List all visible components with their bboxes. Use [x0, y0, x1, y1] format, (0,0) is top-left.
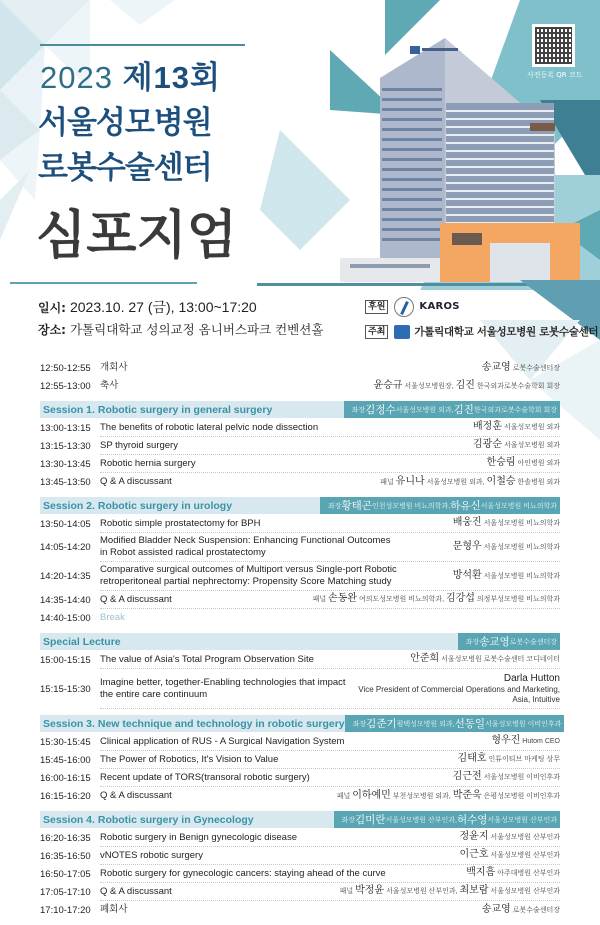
title-year: 2023 [40, 60, 113, 95]
speaker: 안준희 서울성모병원 로봇수술센터 코디네이터 [410, 653, 560, 664]
time-slot: 16:20-16:35 [40, 832, 91, 844]
place-value: 가톨릭대학교 성의교정 옴니버스파크 컨벤션홀 [69, 322, 324, 337]
topic: Q & A discussant [100, 885, 172, 897]
topic: 폐회사 [100, 904, 128, 915]
topic: Robotic surgery for gynecologic cancers: staying ahead of the curve [100, 867, 386, 879]
title-hospital: 서울성모병원 [38, 105, 212, 141]
program-row [40, 473, 560, 491]
program-row [40, 865, 560, 883]
session-title: Special Lecture [43, 635, 121, 648]
session-chairs: 좌장 송교영 로봇수술센터장 [458, 633, 560, 650]
karos-name: KAROS [419, 301, 460, 312]
program-row [40, 883, 560, 901]
speaker: 김근전 서울성모병원 이비인후과 [452, 771, 560, 782]
speaker: Darla Hutton Vice President of Commercial Operations and Marketing, Asia, Intuitive [358, 672, 560, 704]
place-label: 장소: [38, 322, 66, 337]
time-slot: 12:50-12:55 [40, 362, 91, 374]
program-row [40, 787, 560, 805]
time-slot: 15:30-15:45 [40, 736, 91, 748]
speaker: 백지흠 아주대병원 산부인과 [466, 867, 560, 878]
topic: Modified Bladder Neck Suspension: Enhancing Functional Outcomes in Robot assisted radical prostatectomy [100, 535, 391, 558]
event-date [38, 296, 323, 318]
time-slot: 13:50-14:05 [40, 518, 91, 530]
time-slot: 16:15-16:20 [40, 790, 91, 802]
topic: Robotic hernia surgery [100, 457, 196, 469]
time-slot: 13:30-13:45 [40, 458, 91, 470]
session-title: Session 1. Robotic surgery in general surgery [43, 403, 273, 416]
event-info [38, 296, 323, 340]
break-label: Break [100, 612, 125, 623]
program-row [40, 419, 560, 437]
topic: SP thyroid surgery [100, 439, 178, 451]
program-row [40, 533, 560, 562]
panel: 패널 유니나 서울성모병원 외과, 이철승 한솔병원 외과 [380, 475, 560, 487]
time-slot: 17:10-17:20 [40, 904, 91, 916]
program-row [40, 901, 560, 919]
program-row [40, 515, 560, 533]
program-row [40, 669, 560, 709]
host-tag: 주최 [365, 325, 388, 339]
program-table [40, 359, 560, 919]
time-slot: 14:05-14:20 [40, 542, 91, 553]
time-slot: 15:45-16:00 [40, 754, 91, 766]
registration-qr-code[interactable] [532, 24, 575, 67]
session-chairs: 좌장 김미란 서울성모병원 산부인과, 허수영 서울성모병원 산부인과 [334, 811, 561, 828]
qr-code-label: 사전등록 QR 코드 [527, 71, 583, 79]
program-row [40, 829, 560, 847]
session-header [40, 633, 560, 650]
title-year-edition [40, 52, 221, 97]
topic: Q & A discussant [100, 593, 172, 605]
program-row [40, 455, 560, 473]
topic: Robotic surgery in Benign gynecologic disease [100, 831, 297, 843]
speaker: 배정훈 서울성모병원 외과 [473, 421, 560, 432]
program-row [40, 847, 560, 865]
topic: Imagine better, together-Enabling technologies that impact the entire care continuum [100, 676, 346, 700]
topic: 축사 [100, 380, 119, 391]
session-header [40, 811, 560, 828]
program-row [40, 591, 560, 609]
session-title: Session 2. Robotic surgery in urology [43, 499, 233, 512]
title-top-rule [40, 44, 245, 46]
topic: Q & A discussant [100, 476, 172, 487]
panel: 패널 손동완 여의도성모병원 비뇨의학과, 김강섭 의정부성모병원 비뇨의학과 [312, 593, 560, 604]
sponsor-block [365, 294, 598, 344]
time-slot: 16:35-16:50 [40, 850, 91, 862]
program-row [40, 377, 560, 395]
topic: The Power of Robotics, It's Vision to Value [100, 753, 279, 765]
topic: Robotic simple prostatectomy for BPH [100, 517, 261, 529]
support-tag: 후원 [365, 300, 388, 314]
time-slot: 13:00-13:15 [40, 422, 91, 434]
program-row [40, 651, 560, 669]
session-title: Session 4. Robotic surgery in Gynecology [43, 813, 254, 826]
event-place [38, 318, 323, 340]
title-symposium: 심포지엄 [36, 206, 237, 266]
speaker: 정윤지 서울성모병원 산부인과 [459, 831, 560, 842]
time-slot: 16:00-16:15 [40, 772, 91, 784]
poster-header [0, 0, 600, 290]
program-row [40, 359, 560, 377]
support-row [365, 294, 598, 319]
session-header [40, 497, 560, 514]
time-slot: 14:20-14:35 [40, 571, 91, 582]
speaker: 송교영 로봇수술센터장 [481, 903, 560, 915]
topic: Recent update of TORS(transoral robotic surgery) [100, 771, 310, 783]
topic: Comparative surgical outcomes of Multiport versus Single-port Robotic retroperitoneal partial nephrectomy: Propensity Score Matching study [100, 564, 397, 587]
host-row [365, 319, 598, 344]
topic: The benefits of robotic lateral pelvic node dissection [100, 421, 319, 433]
topic: 개회사 [100, 362, 128, 373]
time-slot: 15:15-15:30 [40, 683, 91, 695]
session-chairs: 좌장 김정수 서울성모병원 외과, 김진 한국외과로봇수술학회 회장 [344, 401, 560, 418]
session-chairs: 좌장 김준기 평택성모병원 외과, 선동일 서울성모병원 이비인후과 [345, 715, 565, 732]
date-value: 2023.10. 27 (금), 13:00~17:20 [69, 299, 257, 315]
date-label: 일시: [38, 300, 66, 315]
session-chairs: 좌장 황태곤 인천성모병원 비뇨의학과, 하유신 서울성모병원 비뇨의학과 [320, 497, 560, 514]
topic: Q & A discussant [100, 790, 172, 801]
time-slot: 16:50-17:05 [40, 868, 91, 880]
speaker: 송교영 로봇수술센터장 [481, 361, 560, 373]
time-slot: 14:35-14:40 [40, 594, 91, 606]
time-slot: 12:55-13:00 [40, 380, 91, 392]
host-name: 가톨릭대학교 서울성모병원 로봇수술센터 [414, 326, 599, 338]
time-slot: 15:00-15:15 [40, 654, 91, 666]
session-header [40, 401, 560, 418]
program-row [40, 769, 560, 787]
time-slot: 13:15-13:30 [40, 440, 91, 452]
program-row [40, 751, 560, 769]
speaker: 배웅진 서울성모병원 비뇨의학과 [452, 517, 560, 528]
panel: 패널 이하예민 부천성모병원 외과, 박준욱 은평성모병원 이비인후과 [336, 789, 560, 801]
time-slot: 17:05-17:10 [40, 886, 91, 898]
title-edition: 제13회 [122, 60, 221, 95]
speaker: 김광순 서울성모병원 외과 [473, 439, 560, 450]
program-row [40, 437, 560, 455]
time-slot: 14:40-15:00 [40, 612, 91, 624]
session-title: Session 3. New technique and technology in robotic surgery [43, 717, 345, 730]
title-bottom-rule [10, 282, 197, 284]
karos-logo-icon [394, 297, 414, 317]
time-slot: 13:45-13:50 [40, 476, 91, 488]
panel: 패널 박정윤 서울성모병원 산부인과, 최보람 서울성모병원 산부인과 [339, 885, 560, 896]
speaker: 한승림 아인병원 외과 [486, 457, 560, 468]
speaker: 윤승규 서울성모병원장, 김진 한국외과로봇수술학회 회장 [373, 379, 560, 391]
topic: The value of Asia's Total Program Observation Site [100, 653, 314, 665]
speaker: 형우진 Hutom CEO [491, 735, 560, 746]
hospital-logo-icon [394, 325, 410, 339]
program-row [40, 609, 560, 627]
topic: Clinical application of RUS - A Surgical Navigation System [100, 735, 345, 747]
program-row [40, 562, 560, 591]
speaker: 김태호 인튜이티브 마케팅 상무 [457, 753, 560, 764]
title-center: 로봇수술센터 [38, 150, 212, 186]
program-row [40, 733, 560, 751]
topic: vNOTES robotic surgery [100, 849, 203, 861]
speaker: 방석환 서울성모병원 비뇨의학과 [452, 569, 560, 581]
session-header [40, 715, 560, 732]
speaker: 문형우 서울성모병원 비뇨의학과 [452, 540, 560, 552]
speaker: 이근호 서울성모병원 산부인과 [459, 849, 560, 860]
